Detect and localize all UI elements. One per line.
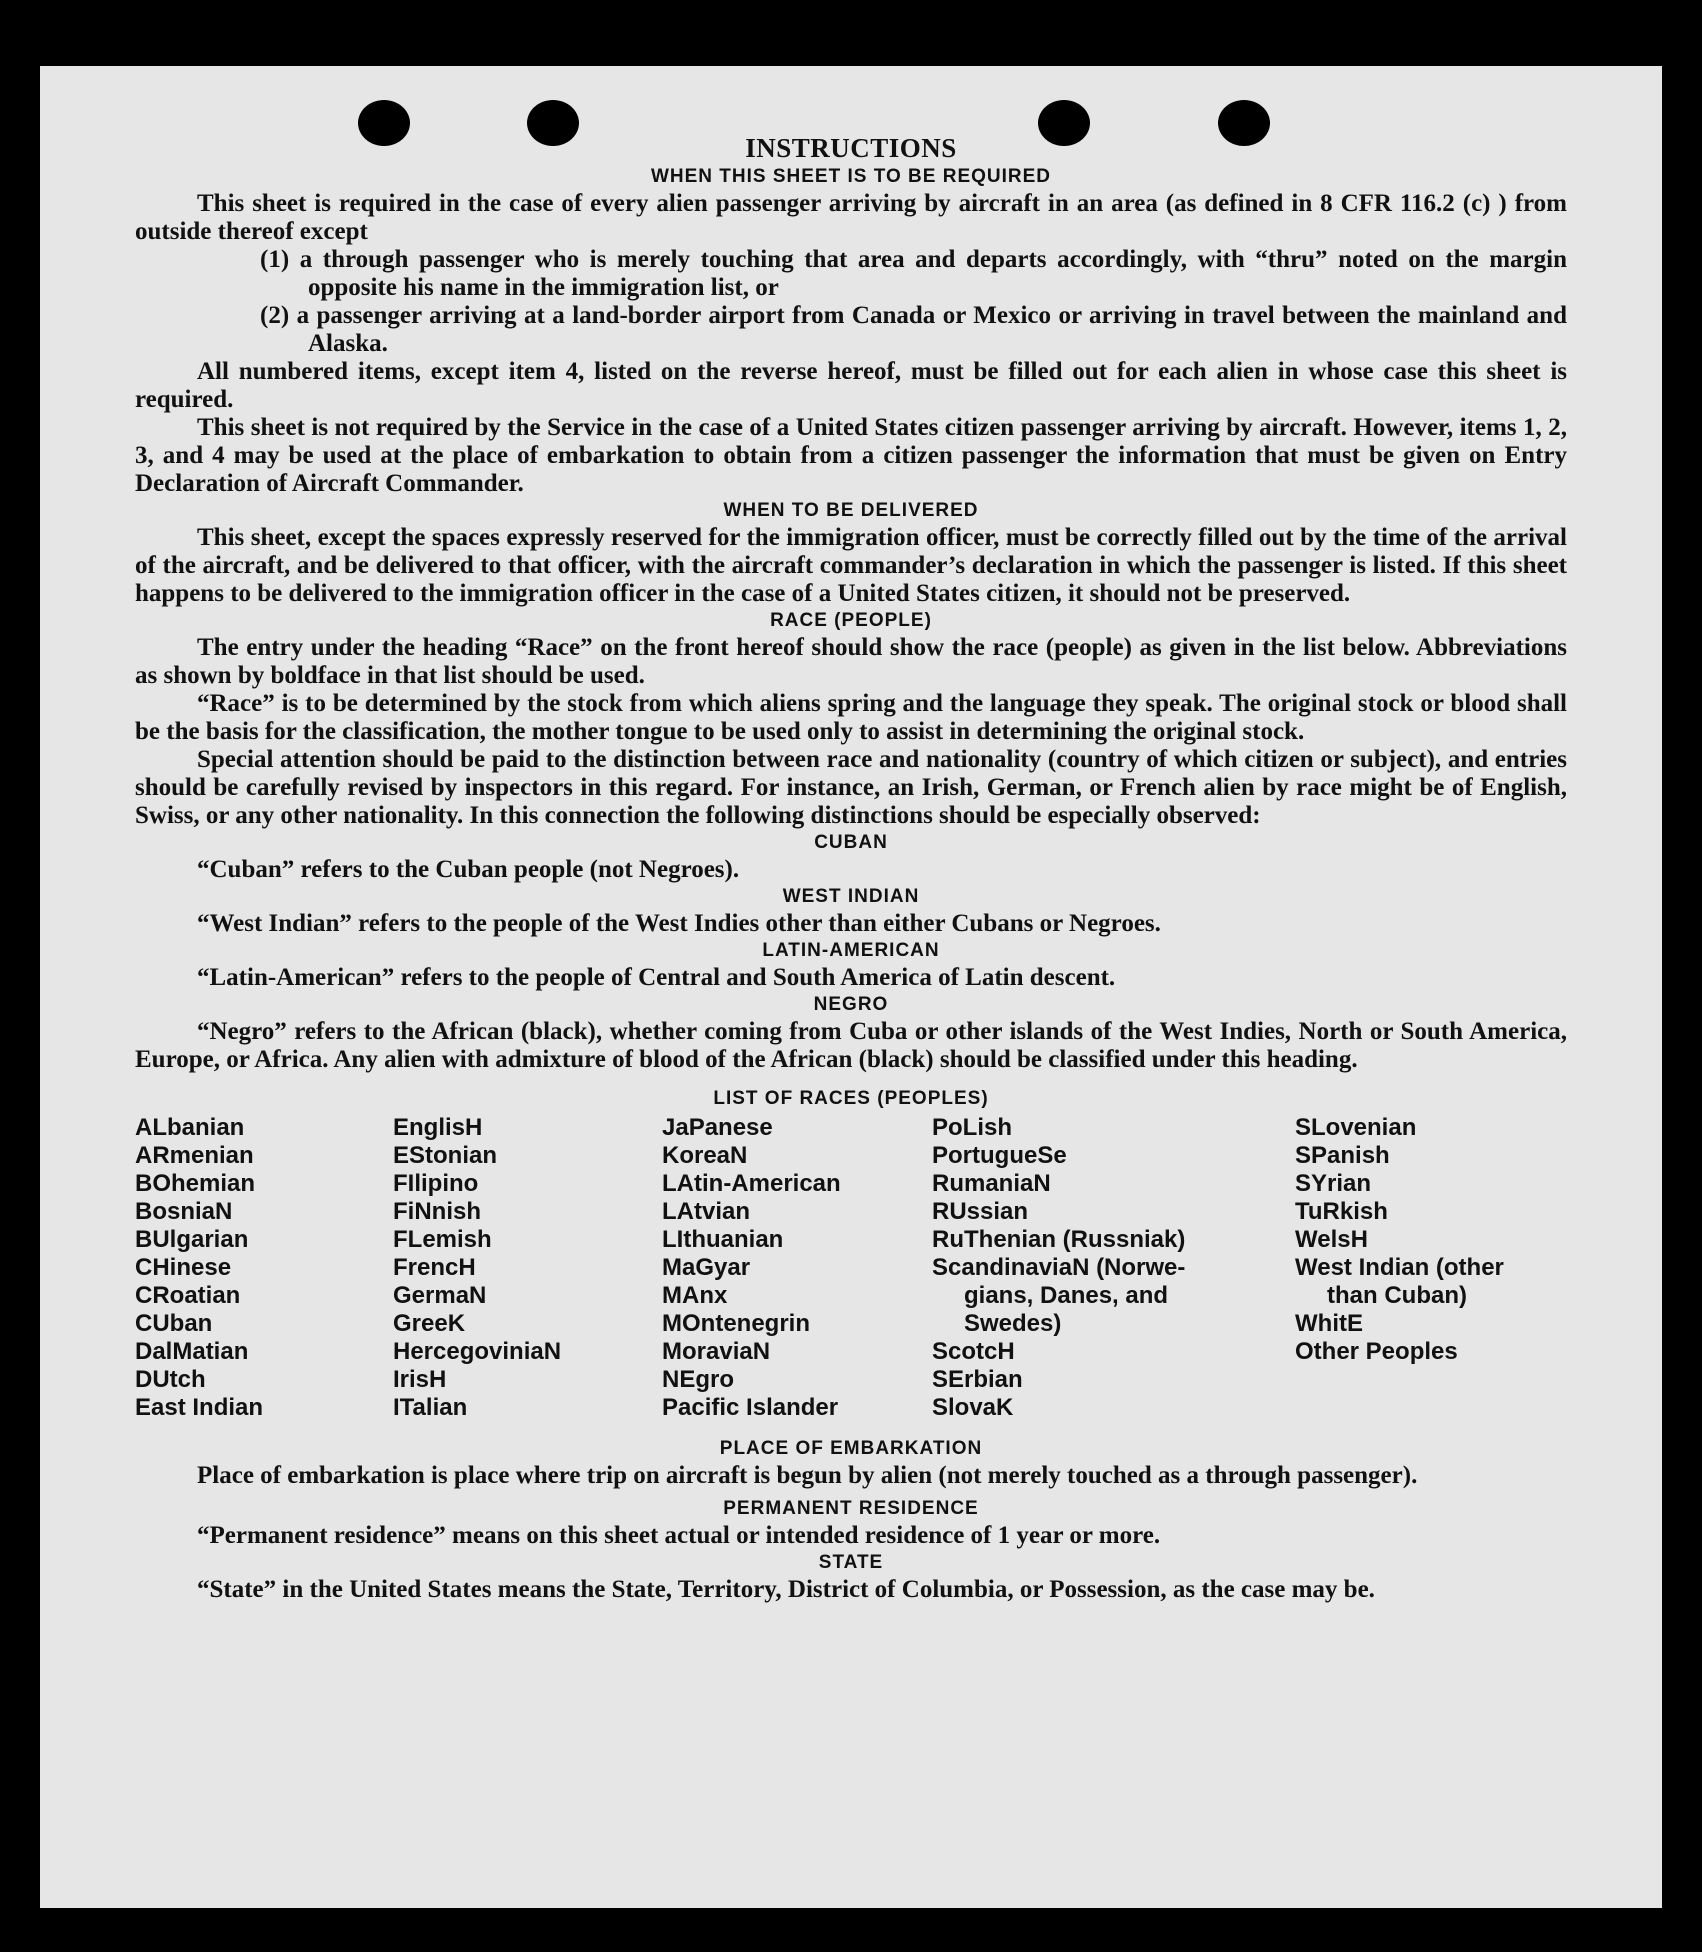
race-entry: BUlgarian	[135, 1226, 249, 1253]
race-list	[135, 1114, 1567, 1436]
race-entry: SErbian	[932, 1366, 1023, 1393]
race-entry: HercegoviniaN	[393, 1338, 562, 1365]
race-entry: JaPanese	[662, 1114, 773, 1141]
document-page	[40, 66, 1662, 1908]
race-column	[1295, 1114, 1504, 1366]
paragraph: Place of embarkation is place where trip on aircraft is begun by alien (not merely touched as a through passenger).	[197, 1462, 1418, 1489]
race-entry: Swedes)	[964, 1310, 1062, 1337]
race-entry: GermaN	[393, 1282, 487, 1309]
race-entry: LAtin-American	[662, 1170, 841, 1197]
race-entry: NEgro	[662, 1366, 734, 1393]
race-entry: DalMatian	[135, 1338, 249, 1365]
race-column	[662, 1114, 841, 1422]
race-entry: EnglisH	[393, 1114, 483, 1141]
race-entry: MAnx	[662, 1282, 728, 1309]
race-entry: PortugueSe	[932, 1142, 1067, 1169]
race-entry: ScotcH	[932, 1338, 1015, 1365]
race-column	[932, 1114, 1185, 1422]
paragraph: This sheet is required in the case of every alien passenger arriving by aircraft in an area (as defined in 8 CFR 116.2 (c) ) from outside thereof except	[135, 190, 1567, 245]
paragraph: “Latin-American” refers to the people of Central and South America of Latin descent.	[197, 964, 1116, 991]
paragraph: “State” in the United States means the State, Territory, District of Columbia, or Possession, as the case may be.	[197, 1576, 1375, 1603]
paragraph: “Race” is to be determined by the stock from which aliens spring and the language they speak. The original stock or blood shall be the basis for the classification, the mother tongue to be used only to assist in determining the original stock.	[135, 690, 1567, 745]
race-entry: CUban	[135, 1310, 213, 1337]
section-heading-state: STATE	[818, 1552, 884, 1573]
race-entry: BOhemian	[135, 1170, 256, 1197]
paragraph: “Permanent residence” means on this sheet actual or intended residence of 1 year or more.	[197, 1522, 1161, 1549]
race-entry: CHinese	[135, 1254, 232, 1281]
race-entry: GreeK	[393, 1310, 466, 1337]
race-entry: SlovaK	[932, 1394, 1014, 1421]
paragraph: “Negro” refers to the African (black), whether coming from Cuba or other islands of the West Indies, North or South America, Europe, or Africa. Any alien with admixture of blood of the African (black) should be classified under this heading.	[135, 1018, 1567, 1073]
list-item: (2) a passenger arriving at a land-border airport from Canada or Mexico or arriving in travel between the mainland and Alaska.	[260, 302, 1567, 357]
paragraph: The entry under the heading “Race” on the front hereof should show the race (people) as given in the list below. Abbreviations as shown by boldface in that list should be used.	[135, 634, 1567, 689]
paragraph: Special attention should be paid to the distinction between race and nationality (country of which citizen or subject), and entries should be carefully revised by inspectors in this regard. For instance, an Irish, German, or French alien by race might be of English, Swiss, or any other nationality. In this connection the following distinctions should be especially observed:	[135, 746, 1567, 829]
race-entry: BosniaN	[135, 1198, 233, 1225]
race-entry: than Cuban)	[1327, 1282, 1467, 1309]
race-entry: ITalian	[393, 1394, 468, 1421]
race-entry: East Indian	[135, 1394, 264, 1421]
race-entry: RumaniaN	[932, 1170, 1051, 1197]
race-entry: PoLish	[932, 1114, 1013, 1141]
race-column	[393, 1114, 561, 1422]
race-entry: RuThenian (Russniak)	[932, 1226, 1186, 1253]
race-entry: EStonian	[393, 1142, 498, 1169]
race-entry: FLemish	[393, 1226, 492, 1253]
race-entry: LAtvian	[662, 1198, 751, 1225]
paragraph: “Cuban” refers to the Cuban people (not Negroes).	[197, 856, 740, 883]
list-item: (1) a through passenger who is merely touching that area and departs accordingly, with “thru” noted on the margin opposite his name in the immigration list, or	[260, 246, 1567, 301]
race-entry: gians, Danes, and	[964, 1282, 1169, 1309]
section-heading-race: RACE (PEOPLE)	[770, 610, 932, 631]
section-heading-when-delivered: WHEN TO BE DELIVERED	[723, 500, 979, 521]
section-heading-embarkation: PLACE OF EMBARKATION	[719, 1438, 983, 1459]
race-entry: FrencH	[393, 1254, 476, 1281]
section-heading-west-indian: WEST INDIAN	[782, 886, 920, 907]
race-entry: MOntenegrin	[662, 1310, 810, 1337]
race-entry: TuRkish	[1295, 1198, 1388, 1225]
race-entry: West Indian (other	[1295, 1254, 1504, 1281]
section-heading-cuban: CUBAN	[814, 832, 888, 853]
race-entry: ARmenian	[135, 1142, 254, 1169]
section-heading-residence: PERMANENT RESIDENCE	[723, 1498, 979, 1519]
paragraph: This sheet, except the spaces expressly reserved for the immigration officer, must be correctly filled out by the time of the arrival of the aircraft, and be delivered to that officer, with the aircraft commander’s declaration in which the passenger is listed. If this sheet happens to be delivered to the immigration officer in the case of a United States citizen, it should not be preserved.	[135, 524, 1567, 607]
race-entry: FiNnish	[393, 1198, 481, 1225]
race-entry: WelsH	[1295, 1226, 1368, 1253]
race-entry: LIthuanian	[662, 1226, 784, 1253]
instructions-body	[135, 132, 1567, 1604]
race-entry: MoraviaN	[662, 1338, 771, 1365]
page-title: INSTRUCTIONS	[745, 133, 957, 163]
paragraph: All numbered items, except item 4, listed on the reverse hereof, must be filled out for each alien in whose case this sheet is required.	[135, 358, 1567, 413]
race-entry: DUtch	[135, 1366, 206, 1393]
race-entry: Pacific Islander	[662, 1394, 839, 1421]
race-entry: RUssian	[932, 1198, 1029, 1225]
race-entry: IrisH	[393, 1366, 447, 1393]
section-heading-list-of-races: LIST OF RACES (PEOPLES)	[713, 1088, 989, 1109]
section-heading-latin-american: LATIN-AMERICAN	[762, 940, 940, 961]
race-entry: MaGyar	[662, 1254, 751, 1281]
section-heading-when-required: WHEN THIS SHEET IS TO BE REQUIRED	[650, 166, 1052, 187]
race-entry: WhitE	[1295, 1310, 1363, 1337]
race-entry: KoreaN	[662, 1142, 748, 1169]
race-entry: Other Peoples	[1295, 1338, 1458, 1365]
paragraph: This sheet is not required by the Service in the case of a United States citizen passenger arriving by aircraft. However, items 1, 2, 3, and 4 may be used at the place of embarkation to obtain from a citizen passenger the information that must be given on Entry Declaration of Aircraft Commander.	[135, 414, 1567, 497]
race-entry: ALbanian	[135, 1114, 245, 1141]
race-entry: CRoatian	[135, 1282, 241, 1309]
race-entry: SLovenian	[1295, 1114, 1417, 1141]
race-entry: FIlipino	[393, 1170, 479, 1197]
race-entry: ScandinaviaN (Norwe-	[932, 1254, 1186, 1281]
race-entry: SPanish	[1295, 1142, 1390, 1169]
race-entry: SYrian	[1295, 1170, 1372, 1197]
paragraph: “West Indian” refers to the people of the West Indies other than either Cubans or Negroes.	[197, 910, 1161, 937]
section-heading-negro: NEGRO	[813, 994, 889, 1015]
race-column	[135, 1114, 263, 1422]
